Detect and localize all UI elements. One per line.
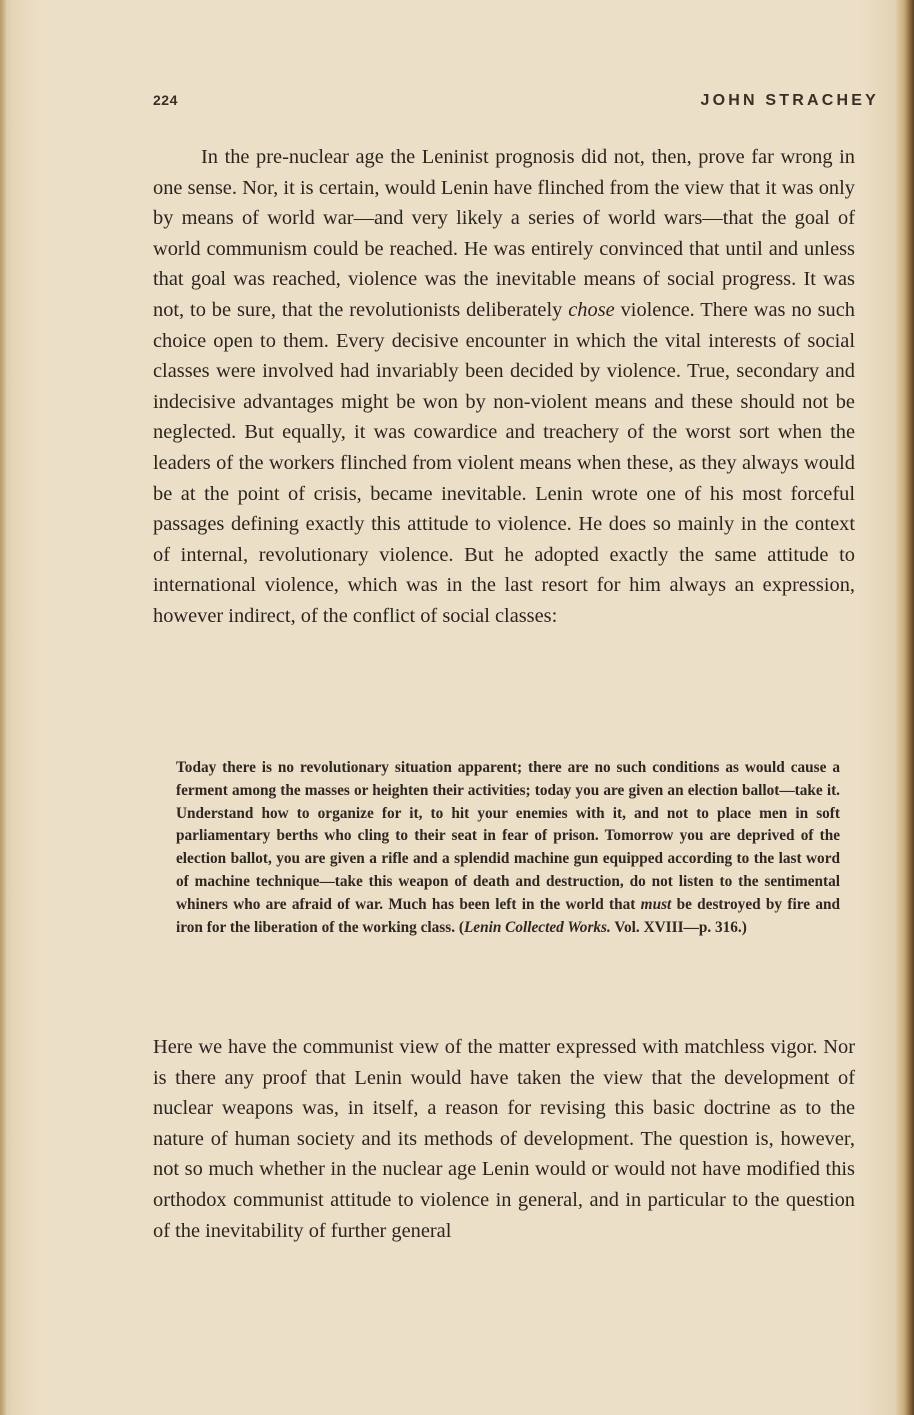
- block-quote-emphasis: must: [640, 895, 672, 913]
- paragraph-2-text: Here we have the communist view of the matter expressed with matchless vigor. Nor is there any proof that Lenin would have taken the view that the development of nuclear weapons was, in itself, a reason for revising this basic doctrine as to the nature of human society and its methods of development. The question is, however, not so much whether in the nuclear age Lenin would or would not have modified this orthodox communist attitude to violence in general, and in particular to the question of the inevitability of further general: [153, 1036, 855, 1242]
- page-edge-shadow: [896, 0, 914, 1415]
- block-quote-citation-tail: Vol. XVIII—p. 316.): [610, 918, 747, 936]
- block-quote-text-b: be destroyed by fire and iron for the liberation of the working class. (: [176, 895, 840, 936]
- page-number: 224: [153, 92, 178, 108]
- page-gutter-shadow: [0, 0, 6, 1415]
- block-quote-text-a: Today there is no revolutionary situation apparent; there are no such conditions as would cause a ferment among the masses or heighten their activities; today you are given an election ballot—take it. Understand how to organize for it, to hit your enemies with it, and not to place men in soft parliamentary berths who cling to their seat in fear of prison. Tomorrow you are deprived of the election ballot, you are given a rifle and a splendid machine gun equipped according to the last word of machine technique—take this weapon of death and destruction, do not listen to the sentimental whiners who are afraid of war. Much has been left in the world that: [176, 759, 840, 913]
- paragraph-2: [153, 1032, 855, 1246]
- paragraph-1-text-a: In the pre-nuclear age the Leninist prognosis did not, then, prove far wrong in one sense. Nor, it is certain, would Lenin have flinched from the view that it was only by means of world war—and very likely a series of world wars—that the goal of world communism could be reached. He was entirely convinced that until and unless that goal was reached, violence was the inevitable means of social progress. It was not, to be sure, that the revolutionists deliberately: [153, 146, 855, 321]
- running-head-author: JOHN STRACHEY: [700, 92, 879, 109]
- running-head: [153, 92, 879, 114]
- block-quote-citation-title: Lenin Collected Works.: [463, 918, 611, 936]
- block-quote: [176, 757, 840, 939]
- paragraph-1-emphasis: chose: [568, 298, 615, 321]
- paragraph-1: [153, 142, 855, 632]
- paragraph-1-text-b: violence. There was no such choice open to them. Every decisive encounter in which the vital interests of social classes were involved had invariably been decided by violence. True, secondary and indecisive advantages might be won by non-violent means and these should not be neglected. But equally, it was cowardice and treachery of the worst sort when the leaders of the workers flinched from violent means when these, as they always would be at the point of crisis, became inevitable. Lenin wrote one of his most forceful passages defining exactly this attitude to violence. He does so mainly in the context of internal, revolutionary violence. But he adopted exactly the same attitude to international violence, which was in the last resort for him always an expression, however indirect, of the conflict of social classes:: [153, 298, 855, 627]
